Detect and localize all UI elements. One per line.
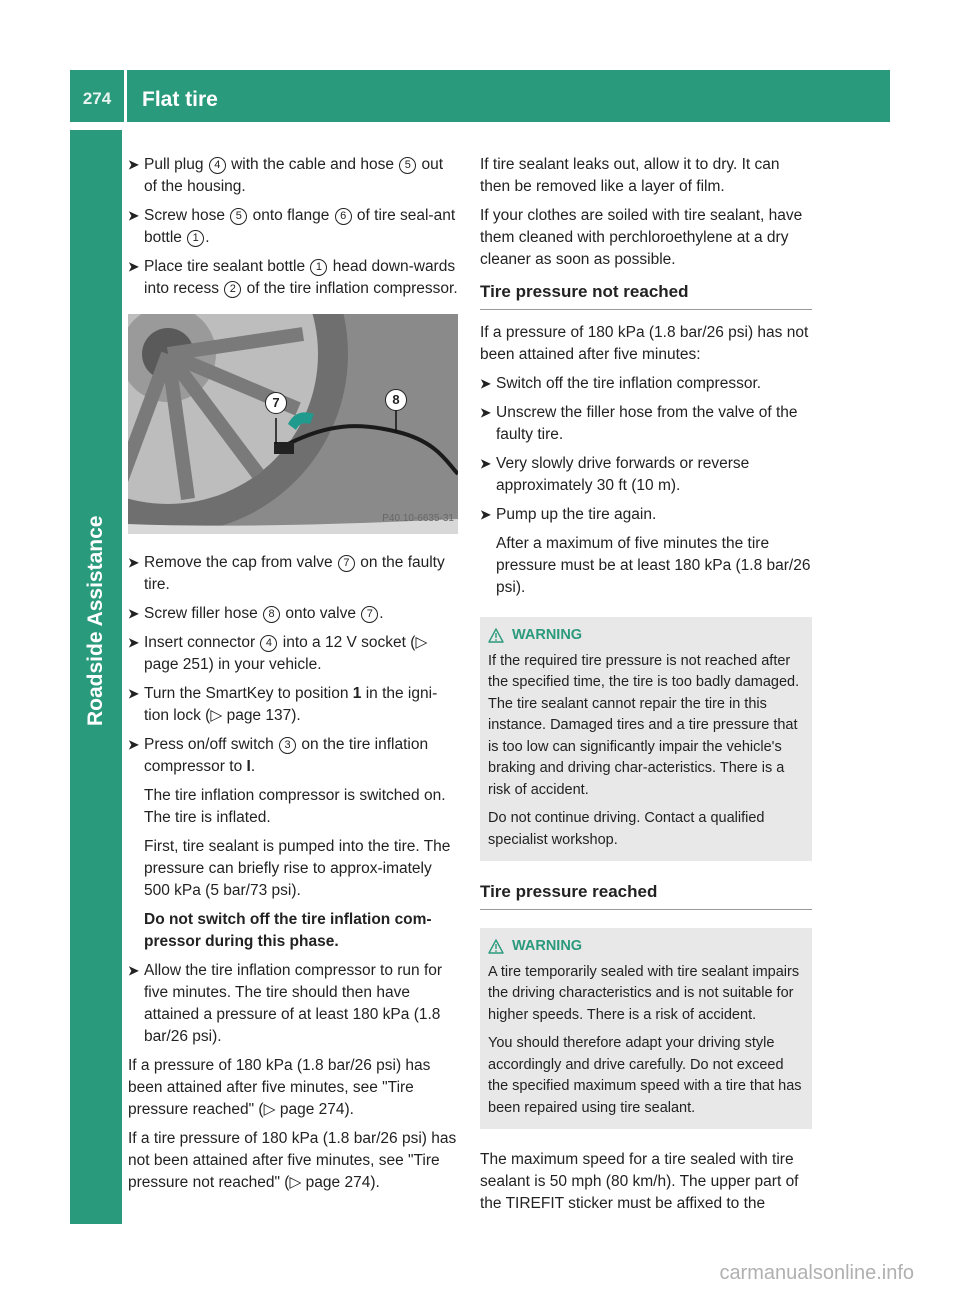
- text: onto flange: [248, 207, 334, 224]
- text: Screw hose: [144, 207, 230, 224]
- text: of the tire inflation compressor.: [242, 280, 458, 297]
- paragraph: If tire sealant leaks out, allow it to dry. It can then be removed like a layer of film.: [480, 156, 780, 195]
- text: page 137).: [222, 707, 301, 724]
- header-divider: [124, 70, 127, 122]
- text: If a pressure of 180 kPa (1.8 bar/26 psi) has been attained after five minutes, see "Tire pressure reached" (: [128, 1057, 431, 1118]
- step: [128, 960, 460, 1048]
- arrow-icon: ➤: [128, 606, 139, 621]
- page-ref-icon: ▷: [263, 1101, 276, 1118]
- text: with the cable and hose: [226, 156, 399, 173]
- warning-box: [480, 617, 812, 861]
- page-number: 274: [82, 89, 112, 108]
- text: Screw filler hose: [144, 605, 263, 622]
- tire-valve-illustration: [128, 314, 458, 534]
- text: Press on/off switch: [144, 736, 279, 753]
- step-text: Pump up the tire again.: [496, 506, 657, 523]
- warning-title: WARNING: [512, 627, 583, 643]
- step: [128, 205, 460, 249]
- arrow-icon: ➤: [128, 555, 139, 570]
- step: [128, 734, 460, 953]
- step: [128, 256, 460, 300]
- step-text: [144, 734, 460, 778]
- page-ref-icon: ▷: [289, 1174, 302, 1191]
- warning-box: [480, 928, 812, 1129]
- callout-number: 7: [361, 606, 378, 623]
- warning-text: Do not continue driving. Contact a qualified specialist workshop.: [488, 810, 765, 848]
- arrow-icon: ➤: [128, 635, 139, 650]
- section-heading: Tire pressure reached: [480, 881, 812, 910]
- text: .: [205, 229, 210, 246]
- callout-number: 1: [310, 259, 327, 276]
- illustration-svg: [128, 314, 458, 534]
- right-column: [480, 154, 812, 1222]
- side-tab-label-wrap: [70, 130, 122, 750]
- callout-number: 6: [335, 208, 352, 225]
- arrow-icon: ➤: [128, 737, 139, 752]
- step-caution: Do not switch off the tire inflation com-pressor during this phase.: [144, 911, 432, 950]
- arrow-icon: ➤: [128, 686, 139, 701]
- callout-8: 8: [385, 389, 407, 411]
- arrow-icon: ➤: [128, 963, 139, 978]
- text: Pull plug: [144, 156, 208, 173]
- step: [480, 373, 812, 395]
- text: .: [379, 605, 384, 622]
- callout-number: 8: [263, 606, 280, 623]
- step: [128, 683, 460, 727]
- arrow-icon: ➤: [480, 456, 491, 471]
- warning-text: If the required tire pressure is not reached after the specified time, the tire is too badly damaged. The tire sealant cannot repair the tire in this instance. Damaged tires and a tire pressure that is too low can significantly impair the vehicle's braking and driving char-acteristics. There is a risk of accident.: [488, 652, 800, 798]
- paragraph: [128, 1128, 460, 1194]
- arrow-icon: ➤: [480, 507, 491, 522]
- warning-heading: [488, 936, 802, 958]
- text: page 274).: [275, 1101, 354, 1118]
- paragraph: The maximum speed for a tire sealed with tire sealant is 50 mph (80 km/h). The upper part of the TIREFIT sticker must be affixed to the: [480, 1151, 799, 1212]
- arrow-icon: ➤: [128, 259, 139, 274]
- step: [128, 603, 460, 625]
- text: out of the housing.: [144, 156, 444, 195]
- side-tab-label: Roadside Assistance: [84, 515, 107, 726]
- step-result: The tire inflation compressor is switched on. The tire is inflated.: [144, 787, 446, 826]
- callout-number: 2: [224, 281, 241, 298]
- text: page 274).: [301, 1174, 380, 1191]
- warning-heading: [488, 625, 802, 647]
- arrow-icon: ➤: [480, 405, 491, 420]
- figure-code: P40.10-6635-31: [382, 513, 454, 524]
- text: Allow the tire inflation compressor to run for five minutes. The tire should then have attained a pressure of at least 180 kPa (1.8 bar/26 psi).: [144, 962, 443, 1045]
- arrow-icon: ➤: [128, 208, 139, 223]
- page-ref-icon: ▷: [210, 707, 223, 724]
- text: in the igni-tion lock (: [144, 685, 438, 724]
- warning-title: WARNING: [512, 938, 583, 954]
- position-label: 1: [352, 685, 362, 702]
- text: on the tire inflation compressor to: [144, 736, 429, 775]
- callout-7: 7: [265, 392, 287, 414]
- step: [480, 402, 812, 446]
- callout-number: 4: [260, 635, 277, 652]
- step: [480, 504, 812, 599]
- page-title: Flat tire: [142, 88, 218, 111]
- left-column: [128, 154, 460, 1201]
- paragraph: If a pressure of 180 kPa (1.8 bar/26 psi) has not been attained after five minutes:: [480, 324, 809, 363]
- text: Unscrew the filler hose from the valve of the faulty tire.: [496, 404, 798, 443]
- page-ref-icon: ▷: [415, 634, 428, 651]
- callout-number: 7: [338, 555, 355, 572]
- text: Remove the cap from valve: [144, 554, 337, 571]
- text: Place tire sealant bottle: [144, 258, 310, 275]
- text: Very slowly drive forwards or reverse approximately 30 ft (10 m).: [496, 455, 750, 494]
- warning-text: You should therefore adapt your driving style accordingly and drive carefully. Do not exceed the specified maximum speed with a tire that has been repaired using tire sealant.: [488, 1035, 802, 1116]
- paragraph: If your clothes are soiled with tire sealant, have them cleaned with perchloroethylene at a dry cleaner as soon as possible.: [480, 207, 803, 268]
- callout-number: 3: [279, 737, 296, 754]
- text: into a 12 V socket (: [278, 634, 416, 651]
- text: .: [250, 758, 256, 775]
- warning-text: A tire temporarily sealed with tire sealant impairs the driving characteristics and is not suitable for higher speeds. There is a risk of accident.: [488, 963, 800, 1023]
- text: If a tire pressure of 180 kPa (1.8 bar/26 psi) has not been attained after five minutes, see "Tire pressure not reached" (: [128, 1130, 457, 1191]
- text: Switch off the tire inflation compressor.: [496, 375, 762, 392]
- step: [128, 632, 460, 676]
- step: [128, 154, 460, 198]
- callout-number: 5: [230, 208, 247, 225]
- step: [128, 552, 460, 596]
- text: Insert connector: [144, 634, 260, 651]
- text: on the faulty tire.: [144, 554, 445, 593]
- callout-number: 1: [187, 230, 204, 247]
- text: head down-wards into recess: [144, 258, 456, 297]
- arrow-icon: ➤: [128, 157, 139, 172]
- switch-position-label: I: [246, 758, 251, 775]
- step-note: First, tire sealant is pumped into the tire. The pressure can briefly rise to approx-imately 500 kPa (5 bar/73 psi).: [144, 838, 451, 899]
- text: of tire seal-ant bottle: [144, 207, 456, 246]
- step-result: After a maximum of five minutes the tire pressure must be at least 180 kPa (1.8 bar/26 psi).: [496, 535, 811, 596]
- arrow-icon: ➤: [480, 376, 491, 391]
- warning-triangle-icon: [488, 628, 504, 643]
- callout-number: 4: [209, 157, 226, 174]
- paragraph: [128, 1055, 460, 1121]
- section-heading: Tire pressure not reached: [480, 281, 812, 310]
- text: page 251) in your vehicle.: [144, 656, 322, 673]
- text: onto valve: [281, 605, 361, 622]
- watermark: carmanualsonline.info: [719, 1262, 914, 1284]
- warning-triangle-icon: [488, 939, 504, 954]
- callout-number: 5: [399, 157, 416, 174]
- step: [480, 453, 812, 497]
- text: Turn the SmartKey to position: [144, 685, 353, 702]
